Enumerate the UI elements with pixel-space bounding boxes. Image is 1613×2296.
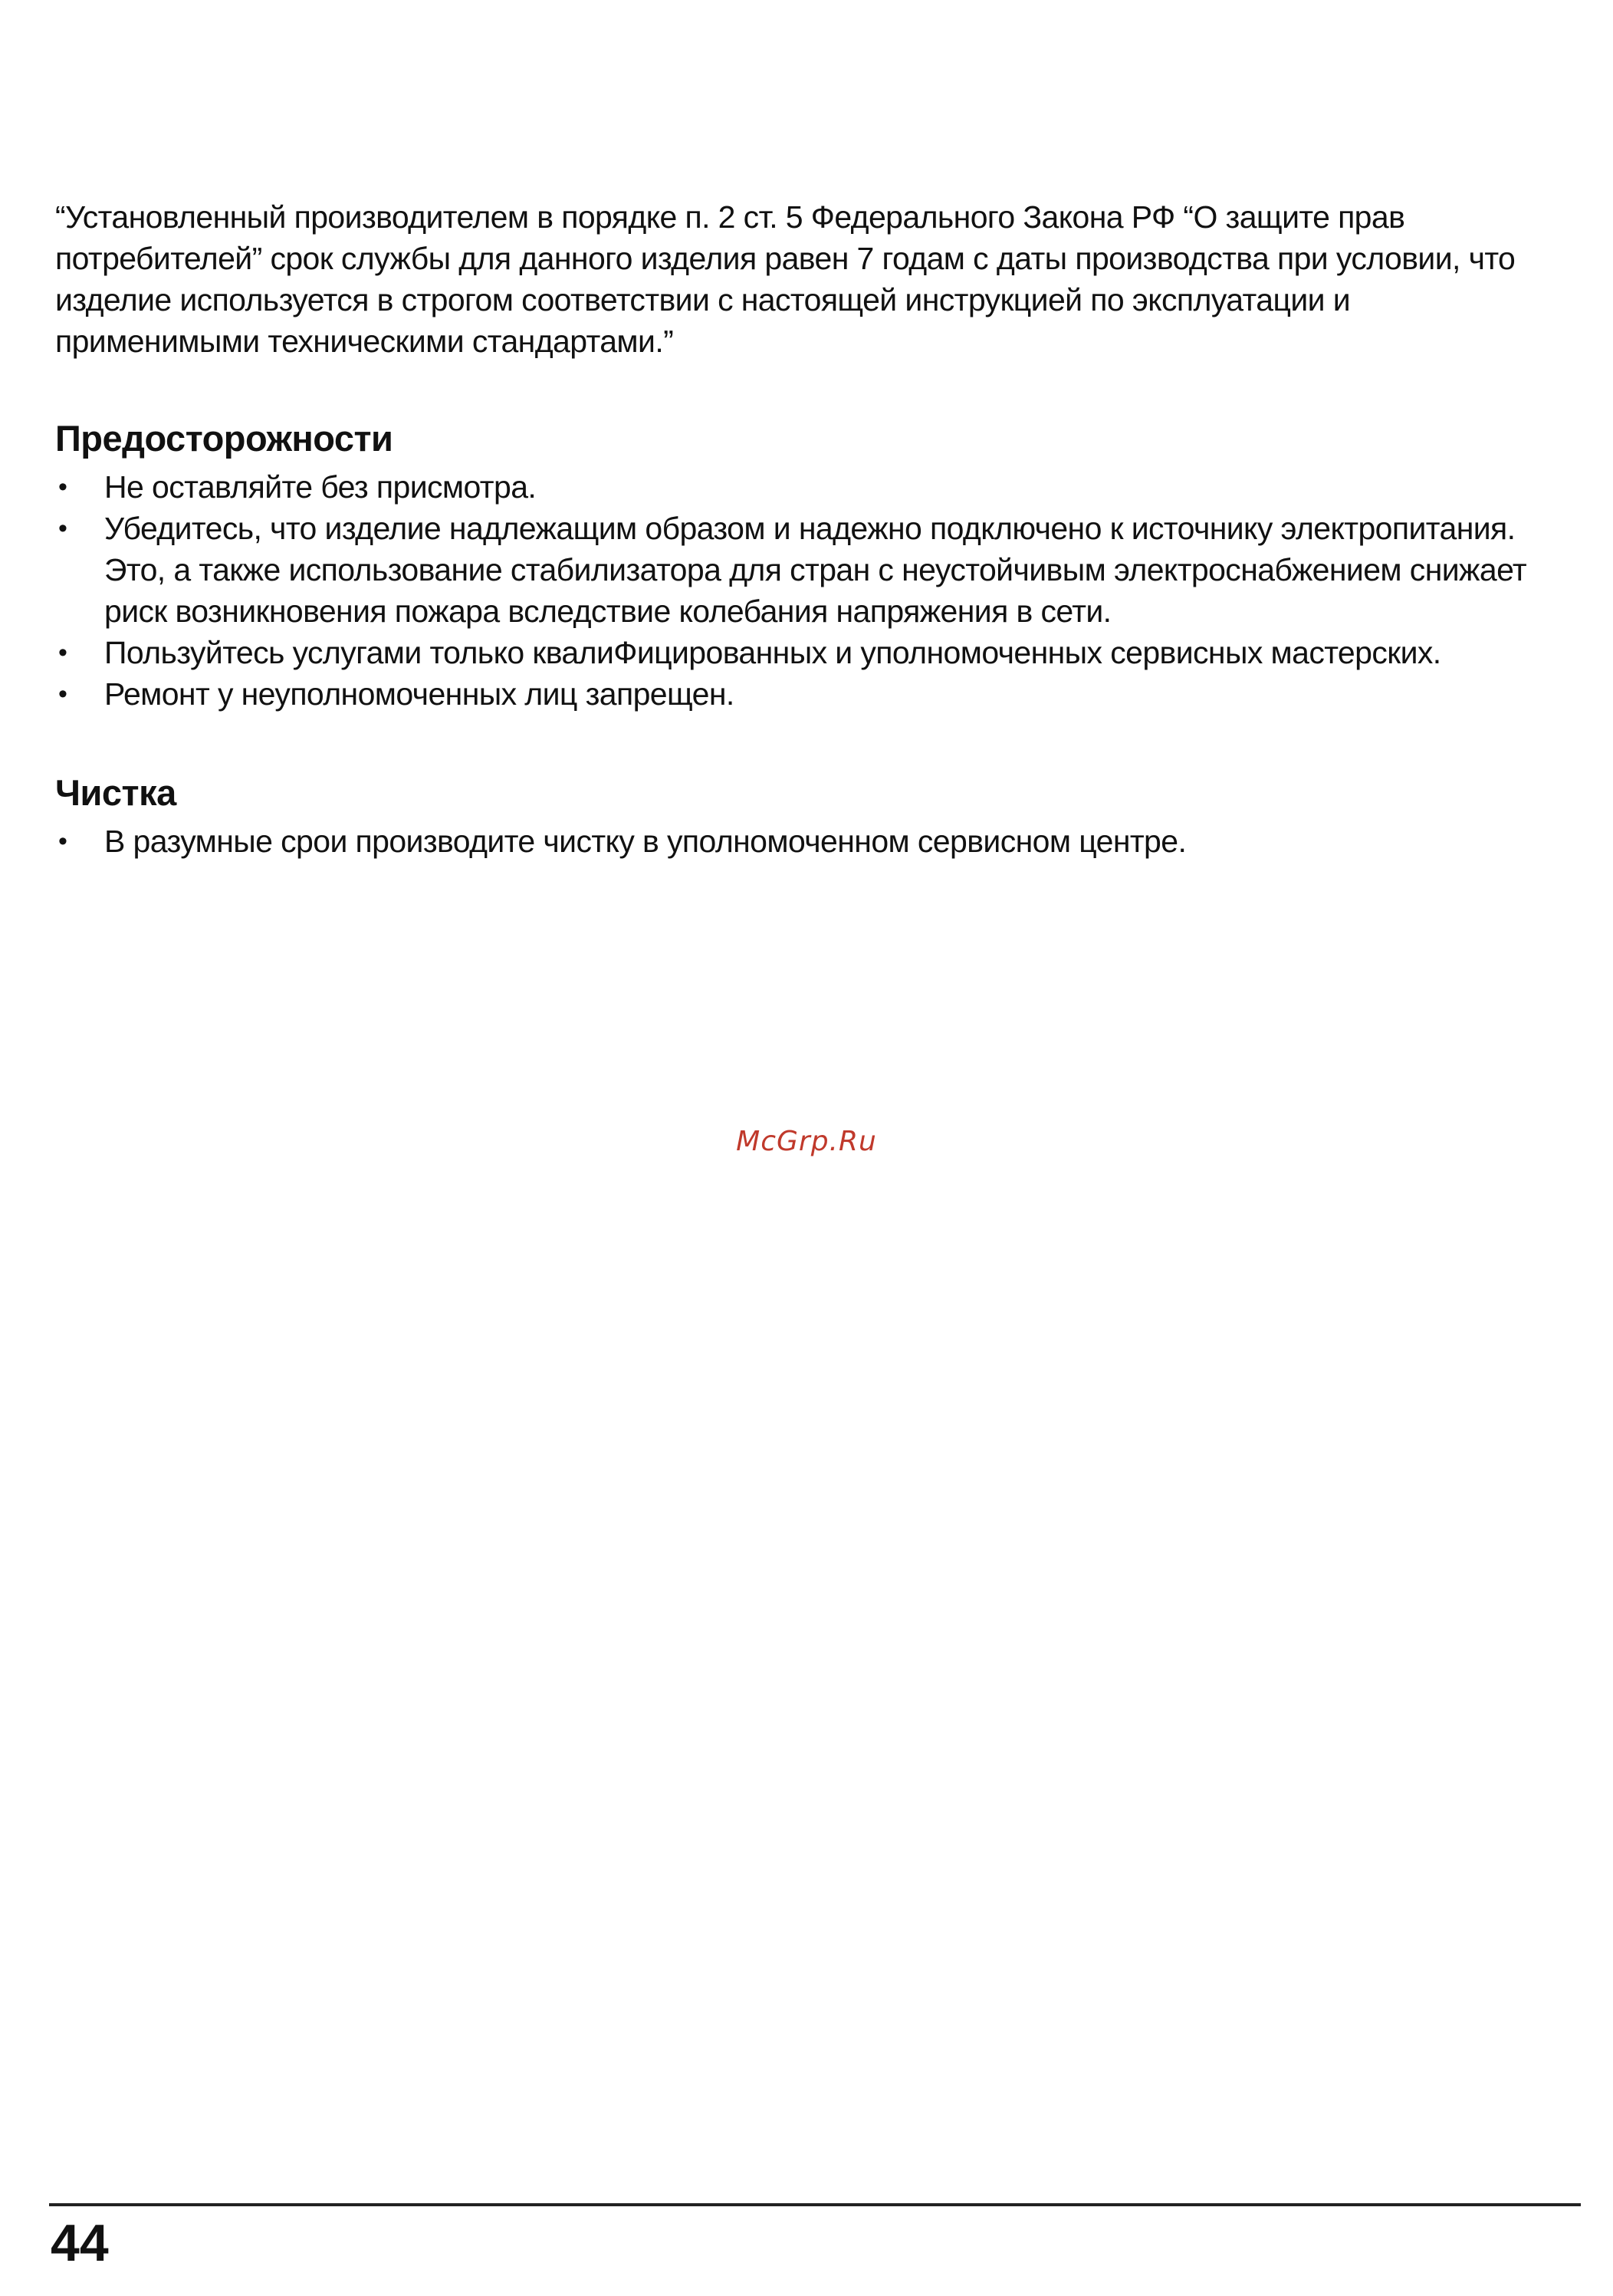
list-item-text: Убедитесь, что изделие надлежащим образом и надежно подключено к источнику электропитания. Это, а также использование стабилизатора для стран с неустойчивым электроснабжением снижает риск возникновения пожара вследствие колебания напряжения в сети. — [104, 511, 1527, 629]
list-item-text: Ремонт у неуполномоченных лиц запрещен. — [104, 676, 734, 712]
cleaning-heading: Чистка — [55, 772, 176, 813]
cleaning-list — [55, 821, 1558, 862]
bullet-icon: • — [58, 472, 67, 502]
bullet-icon: • — [58, 679, 67, 709]
bullet-icon: • — [58, 514, 67, 543]
bullet-icon: • — [58, 827, 67, 856]
list-item — [55, 466, 1558, 508]
service-life-paragraph: “Установленный производителем в порядке п. 2 ст. 5 Федерального Закона РФ “О защите прав потребителей” срок службы для данного изделия равен 7 годам с даты производства при условии, что изделие используется в строгом соответствии с настоящей инструкцией по эксплуатации и применимыми техническими стандартами.” — [55, 199, 1516, 359]
watermark: McGrp.Ru — [736, 1126, 877, 1157]
list-item-text: Не оставляйте без присмотра. — [104, 469, 537, 505]
page-content — [55, 196, 1558, 862]
list-item-text: Пользуйтесь услугами только квалиФицированных и уполномоченных сервисных мастерских. — [104, 635, 1441, 670]
footer-divider — [49, 2203, 1581, 2206]
bullet-icon: • — [58, 638, 67, 667]
list-item — [55, 821, 1558, 862]
list-item — [55, 508, 1558, 632]
list-item — [55, 632, 1558, 673]
page-number: 44 — [51, 2214, 109, 2272]
precautions-heading: Предосторожности — [55, 418, 393, 459]
list-item-text: В разумные срои производите чистку в уполномоченном сервисном центре. — [104, 824, 1187, 859]
precautions-list — [55, 466, 1558, 715]
list-item — [55, 673, 1558, 715]
